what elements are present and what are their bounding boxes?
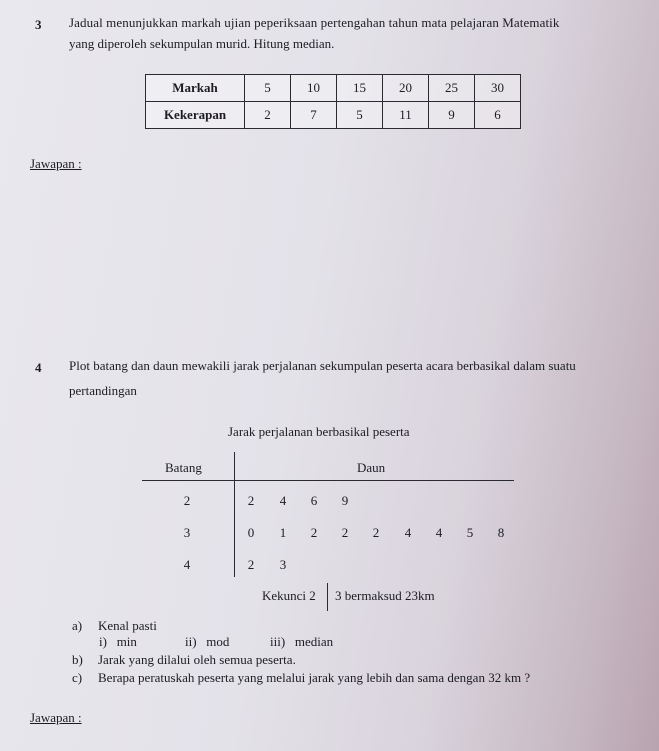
q4-number: 4	[35, 360, 42, 375]
part-a-i: i) min	[99, 634, 137, 649]
leaf-value: 2	[247, 493, 255, 508]
q4-answer-label: Jawapan :	[30, 710, 82, 725]
stem-value: 2	[183, 493, 191, 508]
table-cell: 11	[383, 102, 429, 129]
part-a-ii: ii) mod	[185, 634, 230, 649]
leaf-value: 1	[279, 525, 287, 540]
stem-leaf-key-left: Kekunci 2	[262, 588, 316, 603]
leaf-value: 2	[372, 525, 380, 540]
part-a-iii: iii) median	[270, 634, 334, 649]
leaf-value: 4	[435, 525, 443, 540]
leaf-value: 2	[341, 525, 349, 540]
q3-text-line2: yang diperoleh sekumpulan murid. Hitung median.	[69, 36, 335, 51]
stem-value: 4	[183, 557, 191, 572]
leaf-value: 2	[247, 557, 255, 572]
part-b-label: b)	[72, 652, 83, 667]
stem-leaf-key-right: 3 bermaksud 23km	[335, 588, 435, 603]
stem-value: 3	[183, 525, 191, 540]
table-row-markah	[146, 75, 521, 102]
table-cell: 9	[429, 102, 475, 129]
leaf-value: 9	[341, 493, 349, 508]
q3-text-line1: Jadual menunjukkan markah ujian peperiksaan pertengahan tahun mata pelajaran Matematik	[69, 15, 560, 30]
part-c-text: Berapa peratuskah peserta yang melalui jarak yang lebih dan sama dengan 32 km ?	[98, 670, 531, 685]
part-b-text: Jarak yang dilalui oleh semua peserta.	[98, 652, 296, 667]
table-cell: 30	[475, 75, 521, 102]
stem-leaf-divider	[234, 452, 235, 577]
leaf-value: 4	[404, 525, 412, 540]
leaf-value: 3	[279, 557, 287, 572]
table-row-kekerapan	[146, 102, 521, 129]
table-cell: 5	[245, 75, 291, 102]
table-header-kekerapan: Kekerapan	[146, 102, 245, 129]
key-divider	[327, 583, 328, 611]
stem-leaf-header-line	[142, 480, 514, 481]
table-cell: 20	[383, 75, 429, 102]
part-a-text: Kenal pasti	[98, 618, 157, 633]
table-header-markah: Markah	[146, 75, 245, 102]
q4-text-line1: Plot batang dan daun mewakili jarak perjalanan sekumpulan peserta acara berbasikal dalam suatu	[69, 358, 576, 373]
q4-text-line2: pertandingan	[69, 383, 137, 398]
leaf-header: Daun	[357, 460, 386, 475]
leaf-value: 6	[310, 493, 318, 508]
marks-table	[145, 74, 521, 129]
table-cell: 25	[429, 75, 475, 102]
table-cell: 10	[291, 75, 337, 102]
table-cell: 7	[291, 102, 337, 129]
table-cell: 15	[337, 75, 383, 102]
q3-answer-label: Jawapan :	[30, 156, 82, 171]
leaf-value: 4	[279, 493, 287, 508]
leaf-value: 8	[497, 525, 505, 540]
stem-header: Batang	[165, 460, 202, 475]
table-cell: 6	[475, 102, 521, 129]
leaf-value: 2	[310, 525, 318, 540]
q3-number: 3	[35, 17, 42, 32]
leaf-value: 0	[247, 525, 255, 540]
part-a-label: a)	[72, 618, 83, 633]
table-cell: 5	[337, 102, 383, 129]
table-cell: 2	[245, 102, 291, 129]
part-c-label: c)	[72, 670, 83, 685]
leaf-value: 5	[466, 525, 474, 540]
stem-leaf-title: Jarak perjalanan berbasikal peserta	[228, 424, 410, 439]
